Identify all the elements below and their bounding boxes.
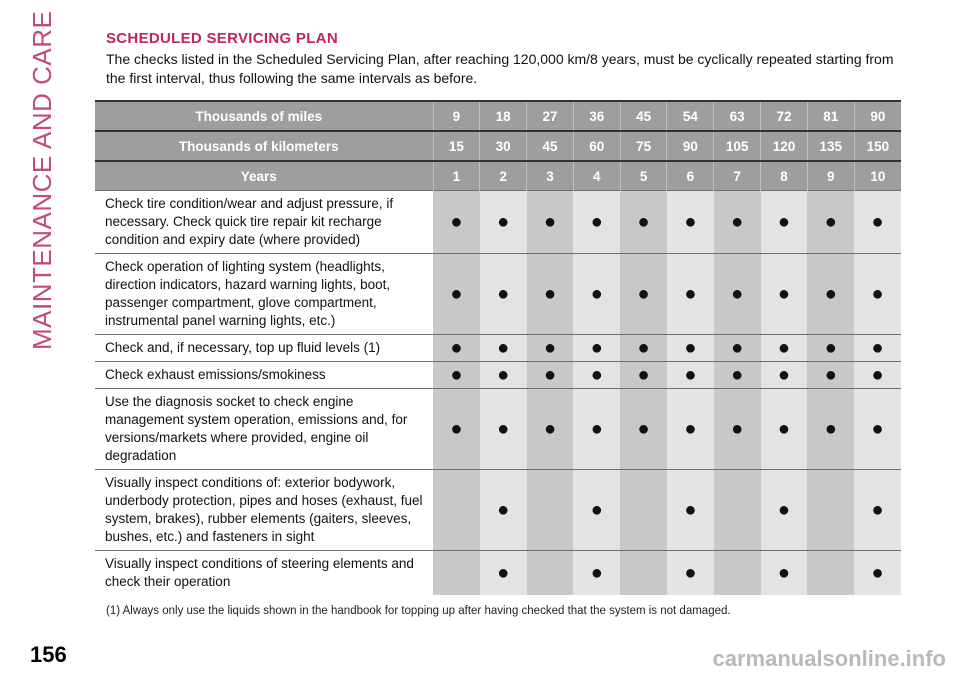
header-value: 30 — [480, 131, 527, 161]
section-heading: SCHEDULED SERVICING PLAN — [106, 30, 338, 47]
interval-mark: ● — [854, 335, 901, 362]
interval-mark: ● — [480, 470, 527, 551]
check-description: Check and, if necessary, top up fluid levels (1) — [95, 335, 433, 362]
interval-mark: ● — [761, 551, 808, 596]
side-section-title: MAINTENANCE AND CARE — [27, 10, 57, 350]
interval-mark: ● — [667, 389, 714, 470]
table-row — [95, 389, 901, 470]
interval-mark — [433, 470, 480, 551]
interval-mark: ● — [433, 362, 480, 389]
check-description: Visually inspect conditions of: exterior bodywork, underbody protection, pipes and hoses (exhaust, fuel system, brakes), rubber elements (gaiters, sleeves, bushes, etc.) and fasteners in sight — [95, 470, 433, 551]
interval-mark: ● — [667, 362, 714, 389]
interval-mark: ● — [667, 470, 714, 551]
interval-mark: ● — [807, 254, 854, 335]
interval-mark: ● — [807, 389, 854, 470]
header-value: 3 — [527, 161, 574, 191]
header-value: 18 — [480, 101, 527, 131]
interval-mark — [620, 551, 667, 596]
header-value: 105 — [714, 131, 761, 161]
header-value: 9 — [807, 161, 854, 191]
interval-mark: ● — [761, 362, 808, 389]
interval-mark: ● — [527, 254, 574, 335]
interval-mark: ● — [573, 191, 620, 254]
page-number: 156 — [30, 642, 67, 667]
check-description: Check exhaust emissions/smokiness — [95, 362, 433, 389]
interval-mark: ● — [433, 335, 480, 362]
header-value: 81 — [807, 101, 854, 131]
header-value: 4 — [573, 161, 620, 191]
header-value: 90 — [667, 131, 714, 161]
interval-mark: ● — [480, 335, 527, 362]
header-value: 120 — [761, 131, 808, 161]
interval-mark — [807, 470, 854, 551]
interval-mark — [433, 551, 480, 596]
interval-mark — [714, 551, 761, 596]
interval-mark — [527, 470, 574, 551]
interval-mark: ● — [480, 551, 527, 596]
interval-mark: ● — [807, 335, 854, 362]
interval-mark: ● — [480, 191, 527, 254]
interval-mark: ● — [854, 362, 901, 389]
interval-mark: ● — [667, 335, 714, 362]
interval-mark: ● — [573, 335, 620, 362]
interval-mark: ● — [854, 254, 901, 335]
interval-mark: ● — [854, 551, 901, 596]
interval-mark — [620, 470, 667, 551]
interval-mark: ● — [667, 551, 714, 596]
check-description: Use the diagnosis socket to check engine management system operation, emissions and, for versions/markets where provided, engine oil degradation — [95, 389, 433, 470]
table-row — [95, 470, 901, 551]
header-value: 150 — [854, 131, 901, 161]
table-row — [95, 362, 901, 389]
header-label: Thousands of kilometers — [95, 131, 433, 161]
interval-mark: ● — [620, 191, 667, 254]
header-value: 45 — [620, 101, 667, 131]
interval-mark: ● — [480, 254, 527, 335]
servicing-schedule-table — [95, 100, 901, 595]
interval-mark — [527, 551, 574, 596]
interval-mark — [807, 551, 854, 596]
interval-mark: ● — [807, 362, 854, 389]
header-value: 9 — [433, 101, 480, 131]
header-value: 135 — [807, 131, 854, 161]
interval-mark: ● — [714, 335, 761, 362]
table-row — [95, 254, 901, 335]
header-value: 45 — [527, 131, 574, 161]
interval-mark: ● — [714, 191, 761, 254]
interval-mark: ● — [761, 470, 808, 551]
interval-mark: ● — [714, 254, 761, 335]
interval-mark: ● — [573, 470, 620, 551]
interval-mark: ● — [620, 254, 667, 335]
interval-mark: ● — [761, 335, 808, 362]
interval-mark: ● — [714, 362, 761, 389]
interval-mark: ● — [433, 191, 480, 254]
table-row — [95, 191, 901, 254]
interval-mark: ● — [573, 551, 620, 596]
header-value: 54 — [667, 101, 714, 131]
header-value: 10 — [854, 161, 901, 191]
table-header-row — [95, 101, 901, 131]
watermark: carmanualsonline.info — [712, 646, 946, 671]
header-value: 63 — [714, 101, 761, 131]
interval-mark: ● — [667, 254, 714, 335]
interval-mark: ● — [854, 389, 901, 470]
header-value: 60 — [573, 131, 620, 161]
table-header-row — [95, 161, 901, 191]
interval-mark: ● — [761, 389, 808, 470]
interval-mark: ● — [527, 191, 574, 254]
intro-paragraph: The checks listed in the Scheduled Servicing Plan, after reaching 120,000 km/8 years, must be cyclically repeated starting from the first interval, thus following the same intervals as before. — [106, 51, 894, 86]
interval-mark: ● — [573, 362, 620, 389]
interval-mark: ● — [714, 389, 761, 470]
header-value: 1 — [433, 161, 480, 191]
header-value: 8 — [761, 161, 808, 191]
header-value: 27 — [527, 101, 574, 131]
table-row — [95, 335, 901, 362]
interval-mark: ● — [854, 191, 901, 254]
interval-mark: ● — [573, 389, 620, 470]
interval-mark: ● — [620, 389, 667, 470]
header-value: 7 — [714, 161, 761, 191]
header-value: 90 — [854, 101, 901, 131]
interval-mark: ● — [527, 389, 574, 470]
header-value: 72 — [761, 101, 808, 131]
check-description: Visually inspect conditions of steering elements and check their operation — [95, 551, 433, 596]
interval-mark: ● — [433, 389, 480, 470]
header-value: 2 — [480, 161, 527, 191]
header-value: 6 — [667, 161, 714, 191]
table-header-row — [95, 131, 901, 161]
interval-mark: ● — [573, 254, 620, 335]
header-label: Years — [95, 161, 433, 191]
header-label: Thousands of miles — [95, 101, 433, 131]
interval-mark: ● — [527, 362, 574, 389]
interval-mark: ● — [854, 470, 901, 551]
interval-mark: ● — [807, 191, 854, 254]
interval-mark: ● — [620, 362, 667, 389]
header-value: 5 — [620, 161, 667, 191]
check-description: Check tire condition/wear and adjust pressure, if necessary. Check quick tire repair kit recharge condition and expiry date (where provided) — [95, 191, 433, 254]
interval-mark: ● — [761, 191, 808, 254]
interval-mark: ● — [433, 254, 480, 335]
interval-mark: ● — [480, 362, 527, 389]
interval-mark — [714, 470, 761, 551]
header-value: 15 — [433, 131, 480, 161]
header-value: 75 — [620, 131, 667, 161]
interval-mark: ● — [480, 389, 527, 470]
check-description: Check operation of lighting system (headlights, direction indicators, hazard warning lights, boot, passenger compartment, glove compartment, instrumental panel warning lights, etc.) — [95, 254, 433, 335]
interval-mark: ● — [527, 335, 574, 362]
footnote: (1) Always only use the liquids shown in the handbook for topping up after having checked that the system is not damaged. — [106, 605, 731, 617]
interval-mark: ● — [761, 254, 808, 335]
header-value: 36 — [573, 101, 620, 131]
interval-mark: ● — [667, 191, 714, 254]
interval-mark: ● — [620, 335, 667, 362]
table-row — [95, 551, 901, 596]
